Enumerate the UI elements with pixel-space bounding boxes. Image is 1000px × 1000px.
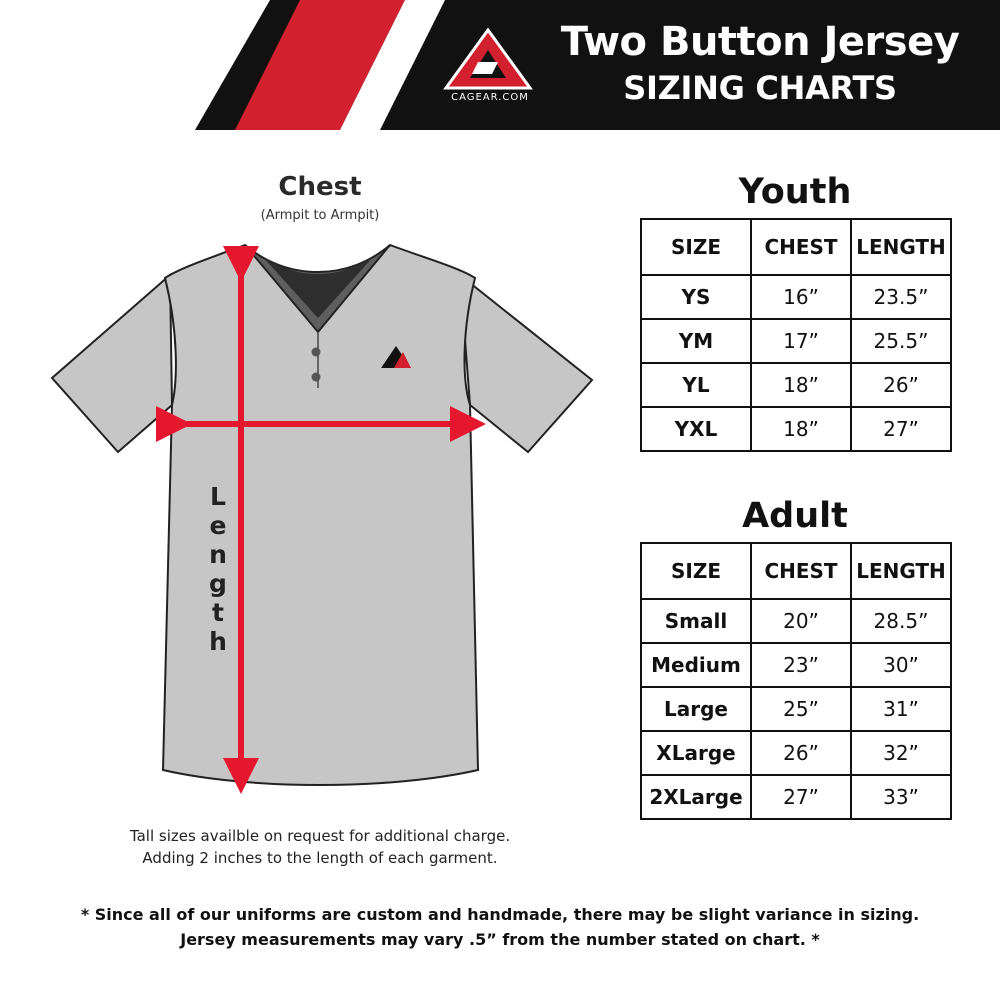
size-cell: Medium xyxy=(641,643,751,687)
size-cell: YS xyxy=(641,275,751,319)
length-cell: 28.5” xyxy=(851,599,951,643)
page-title: Two Button Jersey xyxy=(560,19,960,65)
page-subtitle: SIZING CHARTS xyxy=(623,69,897,107)
left-sleeve-shape xyxy=(52,275,172,452)
chest-cell: 27” xyxy=(751,775,851,819)
column-header: SIZE xyxy=(641,219,751,275)
column-header: LENGTH xyxy=(851,543,951,599)
column-header: LENGTH xyxy=(851,219,951,275)
column-header: CHEST xyxy=(751,219,851,275)
table-row xyxy=(641,319,951,363)
logo-caption: CAGEAR.COM xyxy=(451,92,529,103)
length-cell: 31” xyxy=(851,687,951,731)
chest-cell: 17” xyxy=(751,319,851,363)
table-row xyxy=(641,599,951,643)
jersey-button-icon xyxy=(312,348,321,357)
length-cell: 32” xyxy=(851,731,951,775)
adult-size-table xyxy=(640,542,952,820)
jersey-diagram xyxy=(40,230,610,800)
length-cell: 23.5” xyxy=(851,275,951,319)
tall-sizes-note-2: Adding 2 inches to the length of each garment. xyxy=(142,849,498,867)
table-row xyxy=(641,407,951,451)
chest-cell: 20” xyxy=(751,599,851,643)
table-row xyxy=(641,687,951,731)
length-cell: 25.5” xyxy=(851,319,951,363)
length-letter: t xyxy=(212,598,224,627)
disclaimer-line-1: * Since all of our uniforms are custom and handmade, there may be slight variance in sizing. xyxy=(80,905,920,924)
size-cell: 2XLarge xyxy=(641,775,751,819)
chest-cell: 16” xyxy=(751,275,851,319)
length-letter: e xyxy=(209,511,227,540)
table-header-row xyxy=(641,219,951,275)
chest-label: Chest xyxy=(278,172,362,202)
chest-cell: 23” xyxy=(751,643,851,687)
table-row xyxy=(641,731,951,775)
length-cell: 30” xyxy=(851,643,951,687)
length-letter: g xyxy=(209,569,227,598)
table-header-row xyxy=(641,543,951,599)
chest-cell: 25” xyxy=(751,687,851,731)
chest-cell: 18” xyxy=(751,407,851,451)
length-letter: L xyxy=(210,482,226,511)
length-letter: n xyxy=(209,540,227,569)
youth-title: Youth xyxy=(738,172,852,212)
table-row xyxy=(641,775,951,819)
jersey-button-icon xyxy=(312,373,321,382)
tall-sizes-note: Tall sizes availble on request for additional charge. xyxy=(129,827,511,845)
disclaimer-line-2: Jersey measurements may vary .5” from the number stated on chart. * xyxy=(180,930,820,949)
size-cell: Small xyxy=(641,599,751,643)
length-cell: 26” xyxy=(851,363,951,407)
chest-cell: 18” xyxy=(751,363,851,407)
size-cell: Large xyxy=(641,687,751,731)
chest-sublabel: (Armpit to Armpit) xyxy=(260,208,380,223)
length-cell: 33” xyxy=(851,775,951,819)
length-label xyxy=(200,482,236,656)
length-cell: 27” xyxy=(851,407,951,451)
column-header: SIZE xyxy=(641,543,751,599)
table-row xyxy=(641,643,951,687)
column-header: CHEST xyxy=(751,543,851,599)
table-row xyxy=(641,275,951,319)
size-cell: YXL xyxy=(641,407,751,451)
chest-cell: 26” xyxy=(751,731,851,775)
size-cell: YL xyxy=(641,363,751,407)
size-cell: XLarge xyxy=(641,731,751,775)
length-letter: h xyxy=(209,627,227,656)
youth-size-table xyxy=(640,218,952,452)
table-row xyxy=(641,363,951,407)
size-cell: YM xyxy=(641,319,751,363)
right-sleeve-shape xyxy=(460,275,592,452)
adult-title: Adult xyxy=(742,496,848,536)
